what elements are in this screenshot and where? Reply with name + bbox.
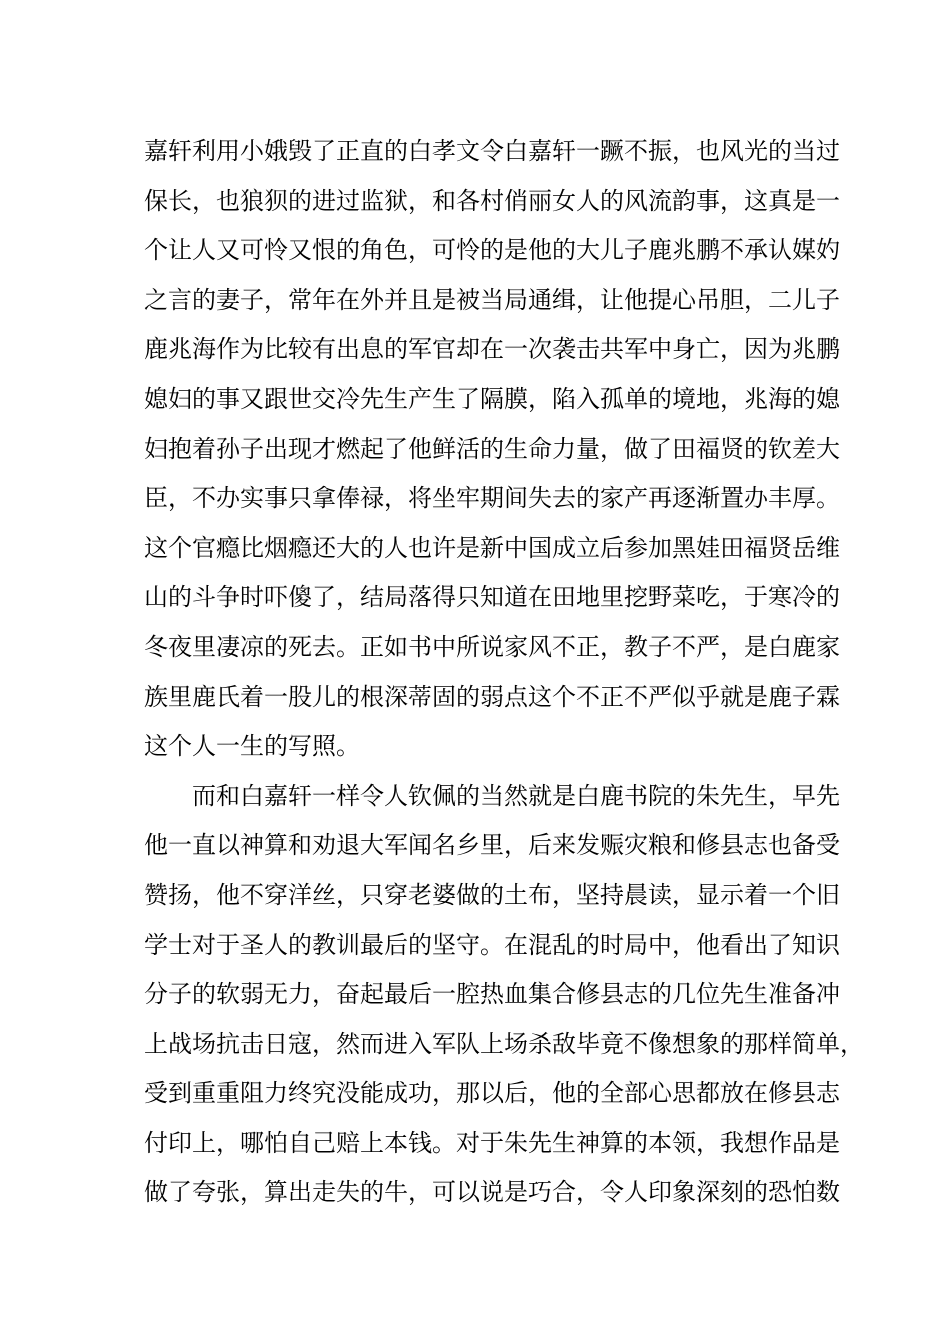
text-line: 受到重重阻力终究没能成功，那以后，他的全部心思都放在修县志: [144, 1079, 840, 1108]
text-line: 山的斗争时吓傻了，结局落得只知道在田地里挖野菜吃，于寒冷的: [144, 583, 840, 612]
text-line: 个让人又可怜又恨的角色，可怜的是他的大儿子鹿兆鹏不承认媒妁: [144, 236, 840, 265]
paragraph-1: [144, 134, 844, 779]
text-line: 赞扬，他不穿洋丝，只穿老婆做的土布，坚持晨读，显示着一个旧: [144, 880, 840, 909]
text-line: 冬夜里凄凉的死去。正如书中所说家风不正，教子不严，是白鹿家: [144, 632, 840, 661]
text-line: 上战场抗击日寇，然而进入军队上场杀敌毕竟不像想象的那样简单，: [144, 1029, 864, 1058]
text-line: 妇抱着孙子出现才燃起了他鲜活的生命力量，做了田福贤的钦差大: [144, 434, 840, 463]
text-line: 而和白嘉轩一样令人钦佩的当然就是白鹿书院的朱先生，早先: [144, 781, 840, 810]
text-line: 臣，不办实事只拿俸禄，将坐牢期间失去的家产再逐渐置办丰厚。: [144, 484, 840, 513]
text-line: 付印上，哪怕自己赔上本钱。对于朱先生神算的本领，我想作品是: [144, 1128, 840, 1157]
text-line: 这个人一生的写照。: [144, 732, 360, 761]
text-line: 分子的软弱无力，奋起最后一腔热血集合修县志的几位先生准备冲: [144, 980, 840, 1009]
text-line: 这个官瘾比烟瘾还大的人也许是新中国成立后参加黑娃田福贤岳维: [144, 533, 840, 562]
text-line: 之言的妻子，常年在外并且是被当局通缉，让他提心吊胆，二儿子: [144, 285, 840, 314]
text-line: 学士对于圣人的教训最后的坚守。在混乱的时局中，他看出了知识: [144, 930, 840, 959]
text-line: 族里鹿氏着一股儿的根深蒂固的弱点这个不正不严似乎就是鹿子霖: [144, 682, 840, 711]
text-line: 做了夸张，算出走失的牛，可以说是巧合，令人印象深刻的恐怕数: [144, 1178, 840, 1207]
text-line: 鹿兆海作为比较有出息的军官却在一次袭击共军中身亡，因为兆鹏: [144, 335, 840, 364]
text-line: 嘉轩利用小娥毁了正直的白孝文令白嘉轩一蹶不振，也风光的当过: [144, 137, 840, 165]
paragraph-2: [144, 779, 864, 1225]
text-line: 媳妇的事又跟世交冷先生产生了隔膜，陷入孤单的境地，兆海的媳: [144, 384, 840, 413]
body-text: [144, 134, 864, 1225]
text-line: 保长，也狼狈的进过监狱，和各村俏丽女人的风流韵事，这真是一: [144, 186, 840, 215]
text-line: 他一直以神算和劝退大军闻名乡里，后来发赈灾粮和修县志也备受: [144, 831, 840, 860]
